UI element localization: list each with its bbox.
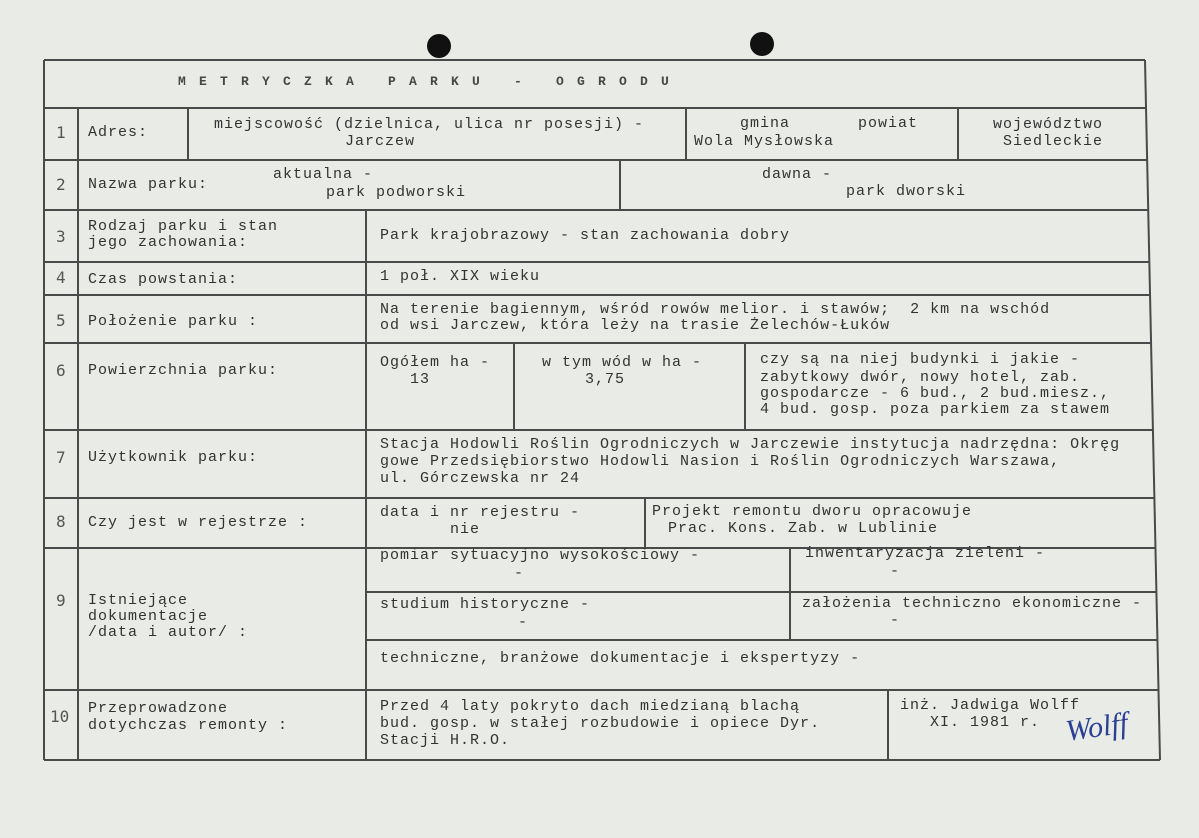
row-9-number: 9	[56, 591, 66, 610]
grid-rule-right	[1145, 60, 1160, 760]
owner-line-1: Stacja Hodowli Roślin Ogrodniczych w Jarczewie instytucja nadrzędna: Okręg	[380, 436, 1121, 453]
location-label: Położenie parku :	[88, 313, 259, 330]
buildings-line-3: 4 bud. gosp. poza parkiem za stawem	[760, 401, 1111, 418]
voivodeship-value: Siedleckie	[1003, 133, 1104, 150]
renovations-line-2: bud. gosp. w stałej rozbudowie i opiece Dyr.	[380, 715, 821, 732]
greenery-inventory-value: -	[890, 563, 901, 580]
documentation-label-line-3: /data i autor/ :	[88, 624, 249, 641]
creation-time-label: Czas powstania:	[88, 271, 239, 288]
park-name-label: Nazwa parku:	[88, 176, 209, 193]
park-type-label-line-2: jego zachowania:	[88, 234, 249, 251]
water-area-value: 3,75	[585, 371, 626, 388]
register-note-line-2: Prac. Kons. Zab. w Lublinie	[668, 520, 939, 537]
survey-value: -	[514, 565, 525, 582]
former-name-caption: dawna -	[762, 166, 833, 183]
survey-caption: pomiar sytuacyjno wysokościowy -	[380, 547, 701, 564]
water-area-caption: w tym wód w ha -	[542, 354, 703, 371]
renovations-line-3: Stacji H.R.O.	[380, 732, 511, 749]
row-6-number: 6	[56, 361, 66, 380]
greenery-inventory-caption: inwentaryzacja zieleni -	[805, 545, 1046, 562]
buildings-line-1: zabytkowy dwór, nowy hotel, zab.	[760, 369, 1081, 386]
locality-caption: miejscowość (dzielnica, ulica nr posesji) -	[214, 116, 645, 133]
documentation-label-line-2: dokumentacje	[88, 608, 209, 625]
locality-value: Jarczew	[345, 133, 416, 150]
address-label: Adres:	[88, 124, 149, 141]
powiat-caption: powiat	[858, 115, 919, 132]
documentation-label-line-1: Istniejące	[88, 592, 189, 609]
renovations-label-line-2: dotychczas remonty :	[88, 717, 289, 734]
current-name-value: park podworski	[326, 184, 467, 201]
author-name: inż. Jadwiga Wolff	[900, 697, 1081, 714]
row-8-number: 8	[56, 512, 66, 531]
row-3-number: 3	[56, 227, 66, 246]
gmina-caption: gmina	[740, 115, 791, 132]
row-1-number: 1	[56, 123, 66, 142]
park-type-value: Park krajobrazowy - stan zachowania dobry	[380, 227, 791, 244]
renovations-label-line-1: Przeprowadzone	[88, 700, 229, 717]
technical-docs-caption: techniczne, branżowe dokumentacje i ekspertyzy -	[380, 650, 861, 667]
row-2-number: 2	[56, 175, 66, 194]
register-note-line-1: Projekt remontu dworu opracowuje	[652, 503, 973, 520]
total-area-caption: Ogółem ha -	[380, 354, 491, 371]
owner-line-3: ul. Górczewska nr 24	[380, 470, 581, 487]
current-name-caption: aktualna -	[273, 166, 374, 183]
register-value: nie	[450, 521, 481, 538]
gmina-value: Wola Mysłowska	[694, 133, 835, 150]
area-label: Powierzchnia parku:	[88, 362, 279, 379]
technical-economic-caption: założenia techniczno ekonomiczne -	[802, 595, 1143, 612]
punch-hole-right	[750, 32, 774, 56]
voivodeship-caption: województwo	[993, 116, 1104, 133]
register-caption: data i nr rejestru -	[380, 504, 581, 521]
technical-economic-value: -	[890, 612, 901, 629]
owner-label: Użytkownik parku:	[88, 449, 259, 466]
renovations-line-1: Przed 4 laty pokryto dach miedzianą blachą	[380, 698, 801, 715]
row-5-number: 5	[56, 311, 66, 330]
former-name-value: park dworski	[846, 183, 967, 200]
row-7-number: 7	[56, 448, 66, 467]
record-date: XI. 1981 r.	[930, 714, 1041, 731]
historical-study-value: -	[518, 614, 529, 631]
row-10-number: 10	[50, 707, 70, 726]
location-value-line-1: Na terenie bagiennym, wśród rowów melior. i stawów; 2 km na wschód	[380, 301, 1051, 318]
row-4-number: 4	[56, 268, 66, 287]
handwritten-signature: Wolff	[1063, 706, 1130, 748]
owner-line-2: gowe Przedsiębiorstwo Hodowli Nasion i Roślin Ogrodniczych Warszawa,	[380, 453, 1061, 470]
park-type-label-line-1: Rodzaj parku i stan	[88, 218, 279, 235]
historical-study-caption: studium historyczne -	[380, 596, 591, 613]
total-area-value: 13	[410, 371, 431, 388]
card-title: METRYCZKA PARKU - OGRODU	[178, 74, 683, 89]
buildings-caption: czy są na niej budynki i jakie -	[760, 351, 1081, 368]
register-label: Czy jest w rejestrze :	[88, 514, 309, 531]
location-value-line-2: od wsi Jarczew, która leży na trasie Żelechów-Łuków	[380, 317, 891, 334]
creation-time-value: 1 poł. XIX wieku	[380, 268, 541, 285]
punch-hole-left	[427, 34, 451, 58]
buildings-line-2: gospodarcze - 6 bud., 2 bud.miesz.,	[760, 385, 1111, 402]
